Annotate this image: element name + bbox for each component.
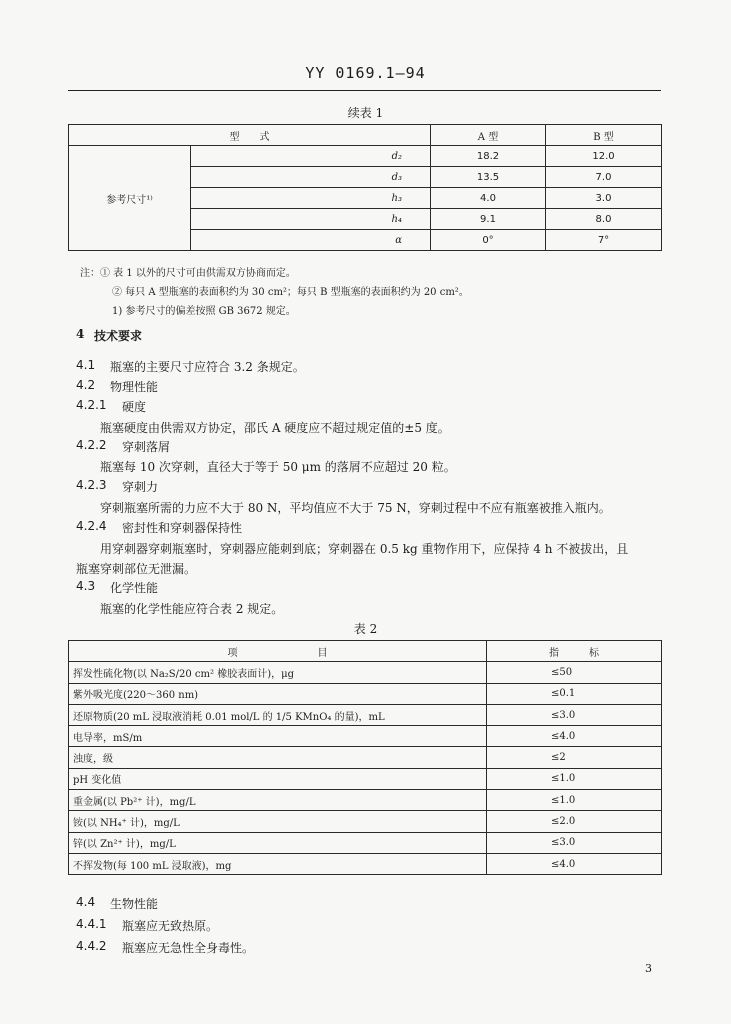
section-4-2-1-title: 硬度 [122, 400, 147, 414]
item-header: 项 目 [69, 641, 487, 662]
dimension-symbol: h₃ [191, 188, 431, 209]
type-a-header: A 型 [431, 125, 546, 146]
section-4-2-3-text: 穿刺瓶塞所需的力应不大于 80 N，平均值应不大于 75 N，穿刺过程中不应有瓶塞被推入瓶内。 [100, 501, 611, 515]
section-4-2-title: 物理性能 [110, 380, 159, 394]
type-b-header: B 型 [546, 125, 662, 146]
page-number: 3 [645, 962, 652, 975]
table-row-item: 不挥发物(每 100 mL 浸取液)，mg [69, 853, 487, 874]
table-row-item: 重金属(以 Pb²⁺ 计)，mg/L [69, 790, 487, 811]
value-a: 13.5 [431, 167, 546, 188]
note-3: 1) 参考尺寸的偏差按照 GB 3672 规定。 [112, 306, 296, 317]
section-4-2-2-number: 4.2.2 [76, 438, 107, 452]
table-row-value: ≤0.1 [487, 683, 662, 704]
table-row-item: 电导率，mS/m [69, 726, 487, 747]
dimension-symbol: d₃ [191, 167, 431, 188]
table-row-item: 浊度，级 [69, 747, 487, 768]
table-row-value: ≤1.0 [487, 790, 662, 811]
section-4-4-2-text: 瓶塞应无急性全身毒性。 [122, 941, 255, 955]
section-4-2-4-text-continued: 瓶塞穿刺部位无泄漏。 [76, 562, 197, 576]
section-4-3-number: 4.3 [76, 579, 96, 593]
value-a: 18.2 [431, 146, 546, 167]
section-4-2-1-number: 4.2.1 [76, 398, 107, 412]
section-4-2-2-title: 穿刺落屑 [122, 440, 171, 454]
index-header: 指 标 [487, 641, 662, 662]
dimension-symbol: α [191, 230, 431, 251]
table-row-value: ≤3.0 [487, 704, 662, 725]
table-notes [80, 264, 469, 321]
table1-caption: 续表 1 [347, 106, 384, 120]
table-row-item: 紫外吸光度(220～360 nm) [69, 683, 487, 704]
section-4-number: 4 [76, 327, 85, 341]
table-row-value: ≤2 [487, 747, 662, 768]
table-row-item: 还原物质(20 mL 浸取液消耗 0.01 mol/L 的 1/5 KMnO₄ 的量)，mL [69, 704, 487, 725]
table-row-item: 锌(以 Zn²⁺ 计)，mg/L [69, 832, 487, 853]
section-4-4-title: 生物性能 [110, 897, 159, 911]
section-4-2-4-text: 用穿刺器穿刺瓶塞时，穿刺器应能刺到底；穿刺器在 0.5 kg 重物作用下，应保持 4 h 不被拔出，且 [100, 542, 629, 556]
section-4-4-2-number: 4.4.2 [76, 939, 107, 953]
table-row-value: ≤2.0 [487, 811, 662, 832]
section-4-2-3-number: 4.2.3 [76, 478, 107, 492]
value-a: 0° [431, 230, 546, 251]
table-row-value: ≤50 [487, 662, 662, 683]
section-4-title: 技术要求 [94, 329, 143, 343]
section-4-3-text: 瓶塞的化学性能应符合表 2 规定。 [100, 602, 284, 616]
section-4-2-2-text: 瓶塞每 10 次穿刺，直径大于等于 50 μm 的落屑不应超过 20 粒。 [100, 460, 456, 474]
value-b: 8.0 [546, 209, 662, 230]
dimensions-table [68, 124, 662, 251]
reference-size-label: 参考尺寸¹⁾ [69, 146, 191, 251]
table-row-value: ≤4.0 [487, 726, 662, 747]
value-b: 7.0 [546, 167, 662, 188]
section-4-4-1-text: 瓶塞应无致热原。 [122, 919, 219, 933]
type-header: 型 式 [69, 125, 431, 146]
table-row-item: 铵(以 NH₄⁺ 计)，mg/L [69, 811, 487, 832]
table-row-value: ≤3.0 [487, 832, 662, 853]
section-4-4-1-number: 4.4.1 [76, 917, 107, 931]
section-4-1-number: 4.1 [76, 358, 96, 372]
value-b: 7° [546, 230, 662, 251]
table2-caption: 表 2 [353, 622, 378, 636]
section-4-1-text: 瓶塞的主要尺寸应符合 3.2 条规定。 [110, 360, 305, 374]
section-4-3-title: 化学性能 [110, 581, 159, 595]
value-a: 9.1 [431, 209, 546, 230]
table-row-item: pH 变化值 [69, 768, 487, 789]
section-4-2-number: 4.2 [76, 378, 96, 392]
note-2: ② 每只 A 型瓶塞的表面积约为 30 cm²；每只 B 型瓶塞的表面积约为 20 cm²。 [112, 287, 469, 298]
table-row-value: ≤1.0 [487, 768, 662, 789]
section-4-4-number: 4.4 [76, 895, 96, 909]
section-4-2-4-title: 密封性和穿刺器保持性 [122, 521, 243, 535]
table-row-value: ≤4.0 [487, 853, 662, 874]
header-rule [68, 90, 661, 91]
section-4-2-3-title: 穿刺力 [122, 480, 159, 494]
value-b: 12.0 [546, 146, 662, 167]
dimension-symbol: h₄ [191, 209, 431, 230]
dimension-symbol: d₂ [191, 146, 431, 167]
value-b: 3.0 [546, 188, 662, 209]
chemical-properties-table [68, 640, 662, 875]
value-a: 4.0 [431, 188, 546, 209]
section-4-2-1-text: 瓶塞硬度由供需双方协定，邵氏 A 硬度应不超过规定值的±5 度。 [100, 421, 450, 435]
section-4-2-4-number: 4.2.4 [76, 519, 107, 533]
note-1: 注：① 表 1 以外的尺寸可由供需双方协商而定。 [80, 268, 296, 279]
table-row-item: 挥发性硫化物(以 Na₂S/20 cm² 橡胶表面计)，μg [69, 662, 487, 683]
standard-code-header: YY 0169.1—94 [305, 64, 426, 82]
